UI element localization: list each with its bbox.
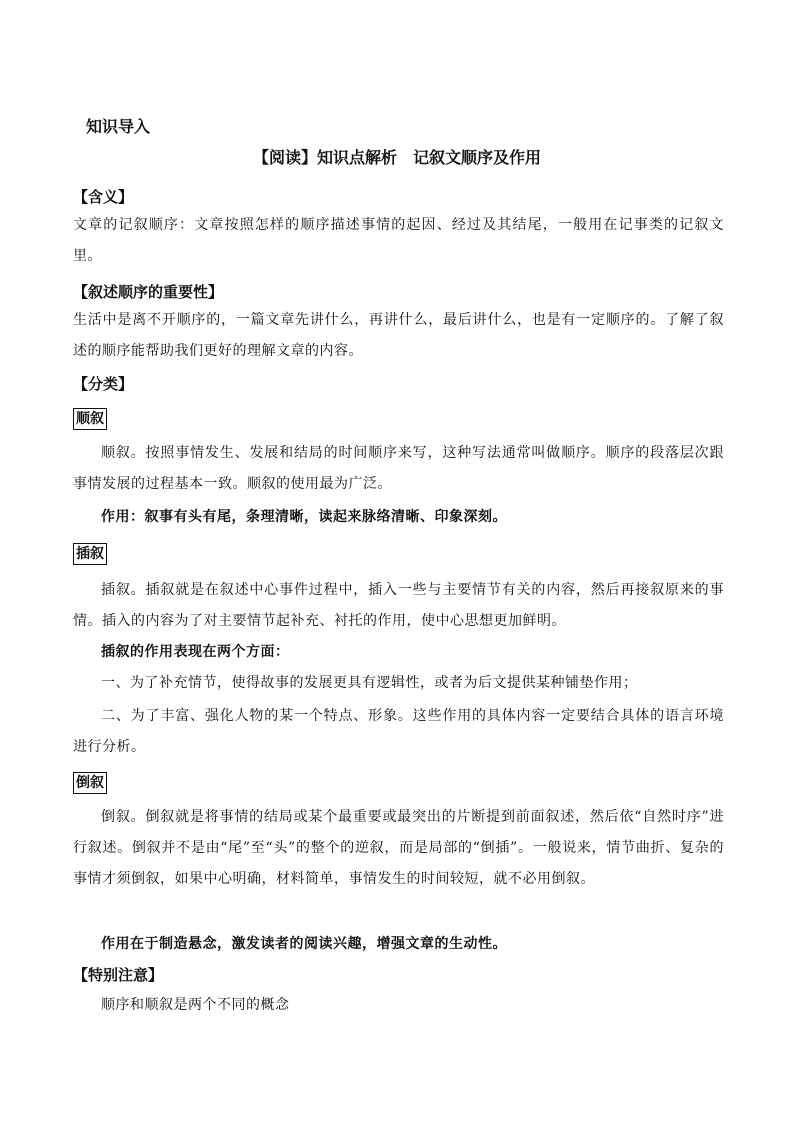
note-heading: 【特别注意】 (73, 966, 164, 984)
daoxu-text: 倒叙。倒叙就是将事情的结局或某个最重要或最突出的片断提到前面叙述，然后依“自然时序”进行叙述。倒叙并不是由“尾”至“头”的整个的逆叙，而是局部的“倒插”。一般说来，情节曲折、复杂的事情才须倒叙，如果中心明确，材料简单，事情发生的时间较短，就不必用倒叙。 (73, 809, 724, 887)
classification-heading: 【分类】 (73, 375, 134, 393)
daoxu-effect: 作用在于制造悬念，激发读者的阅读兴趣，增强文章的生动性。 (101, 936, 507, 952)
chaxu-effect-heading: 插叙的作用表现在两个方面： (101, 644, 290, 660)
meaning-heading: 【含义】 (73, 188, 134, 206)
shunxu-label: 顺叙 (73, 408, 107, 430)
meaning-text: 文章的记叙顺序：文章按照怎样的顺序描述事情的起因、经过及其结尾，一般用在记事类的记叙文里。 (73, 217, 724, 264)
intro-heading: 知识导入 (86, 117, 151, 136)
page-title: 【阅读】知识点解析 记叙文顺序及作用 (252, 148, 541, 167)
daoxu-label: 倒叙 (73, 772, 107, 794)
chaxu-point-1: 一、为了补充情节，使得故事的发展更具有逻辑性，或者为后文提供某种铺垫作用； (101, 675, 638, 691)
shunxu-text: 顺叙。按照事情发生、发展和结局的时间顺序来写，这种写法通常叫做顺序。顺序的段落层次跟事情发展的过程基本一致。顺叙的使用最为广泛。 (73, 445, 724, 492)
note-text: 顺序和顺叙是两个不同的概念 (101, 997, 290, 1013)
chaxu-label: 插叙 (73, 543, 107, 565)
importance-text: 生活中是离不开顺序的，一篇文章先讲什么，再讲什么，最后讲什么，也是有一定顺序的。了解了叙述的顺序能帮助我们更好的理解文章的内容。 (73, 312, 724, 359)
chaxu-point-2: 二、为了丰富、强化人物的某一个特点、形象。这些作用的具体内容一定要结合具体的语言环境进行分析。 (73, 708, 724, 755)
shunxu-effect: 作用：叙事有头有尾，条理清晰，读起来脉络清晰、印象深刻。 (101, 509, 507, 525)
chaxu-text: 插叙。插叙就是在叙述中心事件过程中，插入一些与主要情节有关的内容，然后再接叙原来的事情。插入的内容为了对主要情节起补充、衬托的作用，使中心思想更加鲜明。 (73, 582, 724, 629)
importance-heading: 【叙述顺序的重要性】 (73, 283, 224, 301)
